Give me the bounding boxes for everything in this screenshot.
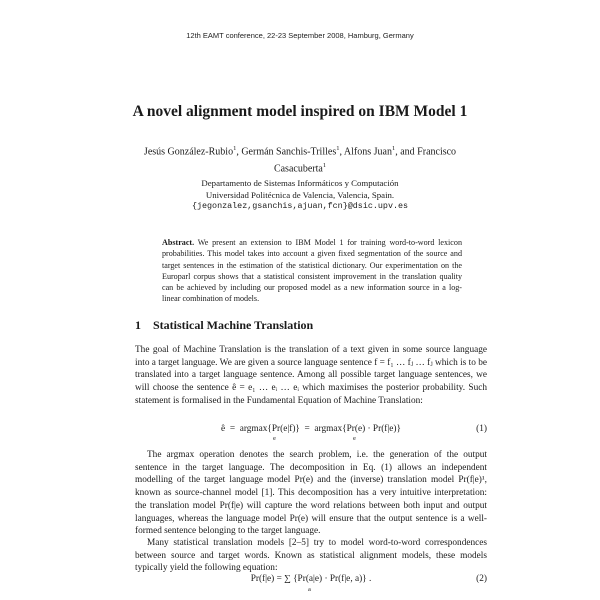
email-addresses: {jegonzalez,gsanchis,ajuan,fcn}@dsic.upv.es — [191, 201, 409, 211]
paragraph: The goal of Machine Translation is the translation of a text given in some source language into a target language. We are given a source language sentence f = f₁ … fⱼ … fⱼ which is to be translated into a target language sentence. Among all possible target language sentences, we will choose the sentence ê = e₁ … eᵢ … eᵢ which maximises the posterior probability. Such statement is formalised in the Fundamental Equation of Machine Translation: — [135, 345, 487, 406]
affiliation-mark: 1 — [233, 145, 237, 152]
department: Departamento de Sistemas Informáticos y Computación — [201, 178, 399, 188]
author-name: , and Francisco — [395, 146, 457, 158]
paragraph: The argmax operation denotes the search problem, i.e. the generation of the output sentence in the target language. The decomposition in Eq. (1) allows an independent modelling of the target language model Pr(e) and the (inverse) translation model Pr(f|e)¹, known as source-channel model [1]. This decomposition has a very intuitive interpretation: the translation model Pr(f|e) will capture the word relations between both input and output languages, whereas the language model Pr(e) will ensure that the output sentence is a well-formed sentence belonging to the target language. — [135, 450, 487, 537]
author-name: Casacuberta — [273, 163, 323, 175]
university: Universidad Politécnica de Valencia, Valencia, Spain. — [205, 189, 395, 200]
equation-1 — [135, 424, 487, 446]
paragraph: Many statistical translation models [2–5] try to model word-to-word correspondences between source and target words. Known as statistical alignment models, these models typically yield the following equation: — [135, 538, 487, 574]
section-title: Statistical Machine Translation — [153, 318, 314, 332]
running-header: 12th EAMT conference, 22-23 September 2008, Hamburg, Germany — [186, 31, 414, 40]
author-name: , Germán Sanchis-Trilles — [236, 146, 337, 158]
equation-subscript: a — [308, 586, 311, 593]
paper-title: A novel alignment model inspired on IBM Model 1 — [132, 103, 468, 120]
equation-2 — [135, 574, 487, 596]
affiliation-mark: 1 — [391, 145, 396, 152]
abstract-label: Abstract. — [162, 238, 195, 247]
section-number: 1 — [135, 318, 141, 332]
abstract — [162, 237, 462, 305]
equation-number: (2) — [476, 574, 487, 584]
equation-subscript: e — [273, 435, 276, 442]
equation-subscript: e — [353, 435, 356, 442]
abstract-text: We present an extension to IBM Model 1 for training word-to-word lexicon probabilities. This model takes into account a given fixed segmentation of the source and target sentences in the estimation of the statistical dictionary. Our experimentation on the Europarl corpus shows that a statistical consistent improvement in the translation quality can be achieved by including our proposed model as a new information source in a log-linear combination of models. — [162, 238, 462, 304]
affiliation-mark: 1 — [322, 162, 327, 170]
author-list — [120, 142, 480, 177]
section-heading — [135, 318, 495, 333]
equation-number: (1) — [476, 424, 487, 434]
author-name: Jesús González-Rubio — [143, 146, 234, 158]
author-name: , Alfons Juan — [339, 146, 392, 158]
equation-formula: Pr(f|e) = ∑ {Pr(a|e) · Pr(f|e, a)} . — [250, 574, 372, 584]
equation-formula: ê = argmax{Pr(e|f)} = argmax{Pr(e) · Pr(f|e)} — [221, 424, 401, 434]
affiliation-block — [0, 178, 600, 213]
affiliation-mark: 1 — [336, 145, 340, 152]
